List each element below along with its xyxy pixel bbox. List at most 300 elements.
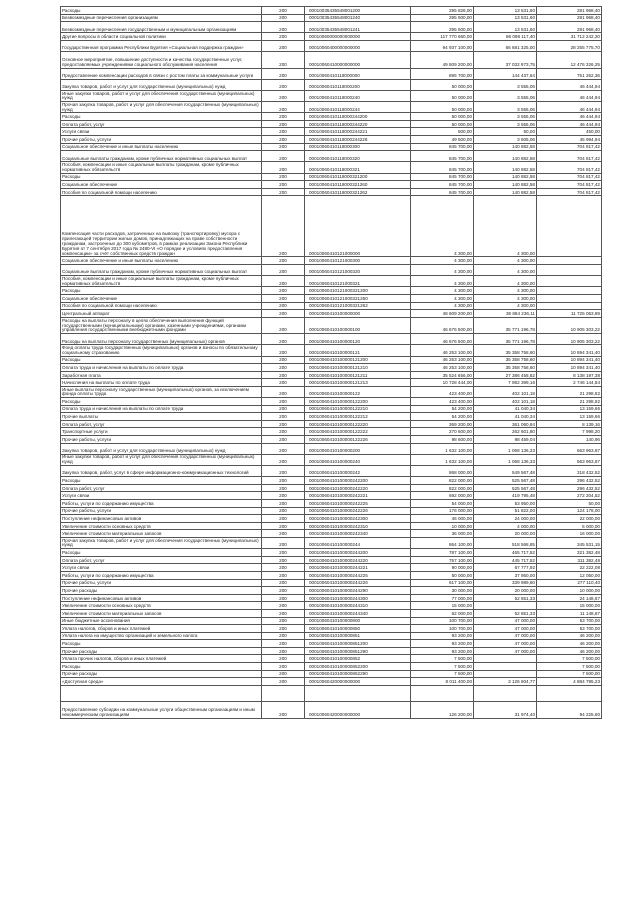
row-name: Государственная программа Республики Бурятия «Социальная поддержка граждан»	[61, 40, 262, 51]
row-remainder: 50,00	[537, 500, 602, 508]
row-name: Расходы	[61, 477, 262, 485]
row-kbk: 00010060410118000244220	[305, 120, 411, 128]
row-remainder: 24 148,67	[537, 594, 602, 602]
row-remainder: 13 159,66	[537, 413, 602, 421]
row-approved: 98 600,00	[411, 436, 474, 444]
row-name: Пособия, компенсации и иные социальные выплаты гражданам, кроме публичных нормативных обязательств	[61, 162, 262, 173]
row-remainder: 7 500,00	[537, 663, 602, 671]
row-executed: 47 000,00	[474, 625, 537, 633]
row-name: Оплата работ, услуг	[61, 484, 262, 492]
row-kbk: 00010060410100000852290	[305, 670, 411, 678]
row-code: 200	[262, 594, 305, 602]
row-remainder: 94 225,60	[537, 702, 602, 718]
row-executed: 525 567,48	[474, 477, 537, 485]
row-approved: 4 300,00	[411, 287, 474, 295]
table-row	[61, 294, 602, 302]
row-remainder: 46 444,94	[537, 113, 602, 121]
row-executed: 525 567,48	[474, 484, 537, 492]
row-kbk: 00010060410100000121	[305, 345, 411, 356]
row-name	[61, 685, 262, 701]
row-name: Прочие выплаты	[61, 413, 262, 421]
row-kbk: 00010060410100000122210	[305, 405, 411, 413]
row-name: Прочие расходы	[61, 587, 262, 595]
row-name: Расходы	[61, 356, 262, 364]
row-executed: 7 982 399,16	[474, 379, 537, 387]
row-approved: 50 000,00	[411, 120, 474, 128]
row-executed: 140 882,58	[474, 143, 537, 151]
row-code	[262, 685, 305, 701]
row-name: Социальные выплаты гражданам, кроме публичных нормативных социальных выплат	[61, 151, 262, 162]
row-executed: 41 040,34	[474, 405, 537, 413]
row-executed: 66 681 325,00	[474, 40, 537, 51]
row-remainder	[537, 265, 602, 276]
row-executed	[474, 685, 537, 701]
row-approved: 845 700,00	[411, 162, 474, 173]
row-kbk: 00010060410100000244310	[305, 602, 411, 610]
row-kbk: 00010060410100000000	[305, 310, 411, 318]
row-name: Услуги связи	[61, 492, 262, 500]
row-approved: 54 200,00	[411, 405, 474, 413]
row-kbk: 00010060410100000244225	[305, 571, 411, 579]
row-executed: 4 300,00	[474, 302, 537, 310]
row-name: Пособия по социальной помощи населению	[61, 302, 262, 310]
row-approved: 93 200,00	[411, 632, 474, 640]
row-remainder: 704 817,42	[537, 173, 602, 181]
row-approved: 54 000,00	[411, 500, 474, 508]
row-code: 200	[262, 398, 305, 406]
row-code: 200	[262, 522, 305, 530]
row-approved: 126 200,00	[411, 702, 474, 718]
table-row	[61, 617, 602, 625]
row-kbk: 00010060410100000242	[305, 466, 411, 477]
row-approved: 500,00	[411, 128, 474, 136]
budget-report-page	[60, 6, 600, 719]
table-row	[61, 356, 602, 364]
row-kbk: 00010060410100000244200	[305, 549, 411, 557]
row-approved: 822 000,00	[411, 477, 474, 485]
row-executed: 47 000,00	[474, 617, 537, 625]
row-name: Увеличение стоимости основных средств	[61, 522, 262, 530]
row-approved: 1 632 100,00	[411, 454, 474, 465]
table-row	[61, 484, 602, 492]
row-kbk: 00010060410118000321200	[305, 173, 411, 181]
row-kbk: 00010060410100000244300	[305, 594, 411, 602]
row-remainder: 46 444,94	[537, 102, 602, 113]
row-approved: 4 300,00	[411, 265, 474, 276]
row-remainder: 10 894 341,40	[537, 356, 602, 364]
row-code: 200	[262, 162, 305, 173]
row-executed: 37 032 973,75	[474, 52, 537, 68]
row-approved: 36 000,00	[411, 530, 474, 538]
row-code: 200	[262, 143, 305, 151]
row-name: Расходы	[61, 113, 262, 121]
row-kbk: 00010060410100000851290	[305, 647, 411, 655]
row-code: 200	[262, 364, 305, 372]
row-name: Социальное обеспечение	[61, 181, 262, 189]
row-code: 200	[262, 287, 305, 295]
table-row	[61, 492, 602, 500]
row-name: Компенсация части расходов, затраченных на вывозку (транспортировку) мусора с прилегающей территории жилых домов, принадлежащих на праве собственности гражданам, застроенных до 300 кубометров, в рамках реализации Закона Республики Бурятия от 7 сентября 2017 года № 2480-VI «О порядке и условиях предоставления компенсации» за счёт собственных средств граждан	[61, 196, 262, 257]
row-code: 200	[262, 90, 305, 101]
row-name: Расходы	[61, 7, 262, 15]
row-approved: 845 700,00	[411, 181, 474, 189]
row-code: 200	[262, 507, 305, 515]
row-kbk: 00010060410100000122200	[305, 398, 411, 406]
row-name: Оплата работ, услуг	[61, 556, 262, 564]
row-kbk: 00010060410100000852200	[305, 663, 411, 671]
table-row	[61, 549, 602, 557]
row-name: Центральный аппарат	[61, 310, 262, 318]
row-remainder: 296 432,52	[537, 484, 602, 492]
row-code: 200	[262, 371, 305, 379]
row-remainder: 7 500,00	[537, 670, 602, 678]
row-code: 200	[262, 640, 305, 648]
row-remainder: 22 000,00	[537, 515, 602, 523]
table-row	[61, 522, 602, 530]
table-row	[61, 537, 602, 548]
row-executed: 52 851,33	[474, 594, 537, 602]
row-executed: 4 300,00	[474, 265, 537, 276]
row-approved: 50 000,00	[411, 102, 474, 113]
row-kbk: 00010060410118000300	[305, 143, 411, 151]
row-code: 200	[262, 556, 305, 564]
row-executed: 86 098 117,40	[474, 33, 537, 41]
row-name: Расходы	[61, 663, 262, 671]
row-executed: 52 851,33	[474, 609, 537, 617]
row-name: Оплата работ, услуг	[61, 120, 262, 128]
row-executed: 53 950,00	[474, 500, 537, 508]
row-code: 200	[262, 678, 305, 686]
row-approved: 4 300,00	[411, 294, 474, 302]
table-row	[61, 7, 602, 15]
row-code: 200	[262, 173, 305, 181]
table-row	[61, 413, 602, 421]
row-executed: 3 505,06	[474, 136, 537, 144]
table-row	[61, 466, 602, 477]
row-name: Оплата труда и начисления на выплаты по оплате труда	[61, 405, 262, 413]
row-code: 200	[262, 120, 305, 128]
budget-execution-table	[60, 6, 602, 719]
row-approved: 35 524 656,00	[411, 371, 474, 379]
row-remainder: 21 298,82	[537, 398, 602, 406]
row-remainder: 10 894 341,40	[537, 364, 602, 372]
row-name: Увеличение стоимости материальных запасов	[61, 609, 262, 617]
row-kbk: 00010060410100000122212	[305, 413, 411, 421]
row-code: 200	[262, 428, 305, 436]
row-approved: 4 300,00	[411, 196, 474, 257]
row-approved: 46 253 100,00	[411, 356, 474, 364]
row-approved: 369 200,00	[411, 420, 474, 428]
table-row	[61, 68, 602, 79]
row-name: Работы, услуги по содержанию имущества	[61, 571, 262, 579]
row-remainder: 6 000,00	[537, 522, 602, 530]
row-approved: 4 300,00	[411, 276, 474, 287]
row-remainder: 12 050,00	[537, 571, 602, 579]
row-code: 200	[262, 413, 305, 421]
row-kbk: 00010060000000000000	[305, 33, 411, 41]
row-executed: 3 126 604,77	[474, 678, 537, 686]
row-code: 200	[262, 386, 305, 397]
row-code: 200	[262, 466, 305, 477]
row-remainder: 45 994,94	[537, 136, 602, 144]
row-approved: 7 500,00	[411, 655, 474, 663]
row-kbk: 00010060410100000244226	[305, 579, 411, 587]
row-kbk: 00010060410118000244200	[305, 113, 411, 121]
row-code: 200	[262, 102, 305, 113]
row-executed: 50,00	[474, 128, 537, 136]
table-row	[61, 556, 602, 564]
row-kbk: 00010060410100000122222	[305, 428, 411, 436]
row-code: 200	[262, 302, 305, 310]
row-name: Поступление нефинансовых активов	[61, 594, 262, 602]
table-row	[61, 632, 602, 640]
table-row	[61, 571, 602, 579]
row-kbk: 00010060410100000244	[305, 537, 411, 548]
row-code: 200	[262, 647, 305, 655]
row-name: Прочие расходы	[61, 647, 262, 655]
row-name: Транспортные услуги	[61, 428, 262, 436]
row-executed: 41 040,34	[474, 413, 537, 421]
row-kbk: 00010060410100000122220	[305, 420, 411, 428]
row-code: 200	[262, 702, 305, 718]
row-executed: 35 358 758,60	[474, 356, 537, 364]
table-row	[61, 128, 602, 136]
row-remainder	[537, 196, 602, 257]
row-approved: 48 609 200,00	[411, 310, 474, 318]
table-row	[61, 530, 602, 538]
row-code: 200	[262, 609, 305, 617]
row-approved: 692 000,00	[411, 492, 474, 500]
row-remainder: 563 963,67	[537, 443, 602, 454]
row-name: Социальное обеспечение и иные выплаты населению	[61, 143, 262, 151]
row-name: Расходы на выплаты персоналу в целях обеспечения выполнения функций государственными (муниципальными) органами, казенными учреждениями, органами управления государственными внебюджетными фондами	[61, 317, 262, 333]
row-remainder: 46 444,94	[537, 120, 602, 128]
row-remainder: 281 968,40	[537, 7, 602, 15]
row-approved: 46 253 100,00	[411, 364, 474, 372]
row-code: 200	[262, 257, 305, 265]
row-kbk: 00010060410100000244221	[305, 564, 411, 572]
row-executed: 13 531,60	[474, 14, 537, 22]
row-remainder: 46 444,94	[537, 79, 602, 90]
table-row	[61, 302, 602, 310]
row-executed: 13 531,60	[474, 7, 537, 15]
table-row	[61, 79, 602, 90]
row-code: 200	[262, 40, 305, 51]
row-executed: 4 300,00	[474, 276, 537, 287]
row-executed	[474, 602, 537, 610]
row-code: 200	[262, 276, 305, 287]
row-kbk: 00010060400000000000	[305, 40, 411, 51]
row-kbk: 00010060410100000121200	[305, 356, 411, 364]
row-approved: 49 500,00	[411, 136, 474, 144]
row-code: 200	[262, 587, 305, 595]
row-name: «Доступная среда»	[61, 678, 262, 686]
table-row	[61, 420, 602, 428]
row-code: 200	[262, 7, 305, 15]
row-code: 200	[262, 113, 305, 121]
row-executed: 140 882,58	[474, 181, 537, 189]
row-approved: 868 000,00	[411, 466, 474, 477]
row-kbk: 00010060420000000000	[305, 678, 411, 686]
row-code: 200	[262, 579, 305, 587]
row-executed	[474, 670, 537, 678]
table-row	[61, 454, 602, 465]
row-remainder: 311 382,48	[537, 556, 602, 564]
table-row	[61, 22, 602, 33]
table-row	[61, 702, 602, 718]
row-executed: 361 060,84	[474, 420, 537, 428]
row-remainder: 11 725 063,89	[537, 310, 602, 318]
row-code: 200	[262, 22, 305, 33]
row-kbk: 00010060410100000852	[305, 655, 411, 663]
row-remainder: 563 963,67	[537, 454, 602, 465]
row-kbk: 00010060410100000850	[305, 625, 411, 633]
row-executed: 37 950,00	[474, 571, 537, 579]
row-kbk: 00010060410118000244226	[305, 136, 411, 144]
row-name: Прочая закупка товаров, работ и услуг для обеспечения государственных (муниципальных) нужд	[61, 102, 262, 113]
row-kbk: 00010060410100000240	[305, 454, 411, 465]
row-executed: 4 300,00	[474, 294, 537, 302]
row-approved: 54 200,00	[411, 413, 474, 421]
row-executed: 402 101,18	[474, 398, 537, 406]
row-remainder	[537, 294, 602, 302]
row-executed: 518 568,85	[474, 537, 537, 548]
row-kbk: 00010060410118000240	[305, 90, 411, 101]
row-kbk: 00010060410100000122	[305, 386, 411, 397]
row-executed: 549 567,48	[474, 466, 537, 477]
row-approved: 100 700,00	[411, 617, 474, 625]
row-kbk: 00010060410121000320	[305, 265, 411, 276]
row-approved: 46 000,00	[411, 515, 474, 523]
row-executed: 4 300,00	[474, 196, 537, 257]
row-approved: 50 000,00	[411, 90, 474, 101]
row-name: Пособия по социальной помощи населению	[61, 188, 262, 196]
table-row	[61, 162, 602, 173]
table-row	[61, 386, 602, 397]
row-code: 200	[262, 443, 305, 454]
row-kbk: 00010060410100000851	[305, 632, 411, 640]
table-row	[61, 398, 602, 406]
row-kbk: 00010060410100000120	[305, 334, 411, 345]
row-executed: 20 000,00	[474, 587, 537, 595]
table-row	[61, 443, 602, 454]
row-approved: 30 000,00	[411, 587, 474, 595]
row-approved: 94 937 100,00	[411, 40, 474, 51]
row-remainder: 8 139,16	[537, 420, 602, 428]
row-code: 200	[262, 356, 305, 364]
row-kbk: 00010060410118000244221	[305, 128, 411, 136]
row-code: 200	[262, 670, 305, 678]
row-code: 200	[262, 617, 305, 625]
table-row	[61, 113, 602, 121]
table-row	[61, 670, 602, 678]
row-name: Иные закупки товаров, работ и услуг для обеспечения государственных (муниципальных) нужд	[61, 454, 262, 465]
table-row	[61, 579, 602, 587]
row-code: 200	[262, 294, 305, 302]
row-code: 200	[262, 405, 305, 413]
row-remainder: 10 905 303,22	[537, 334, 602, 345]
row-remainder: 15 000,00	[537, 602, 602, 610]
row-approved: 117 770 660,00	[411, 33, 474, 41]
table-row	[61, 500, 602, 508]
table-row	[61, 515, 602, 523]
row-code: 200	[262, 196, 305, 257]
table-row	[61, 507, 602, 515]
row-approved: 822 000,00	[411, 484, 474, 492]
row-approved: 270 600,00	[411, 428, 474, 436]
row-code: 200	[262, 655, 305, 663]
row-code: 200	[262, 265, 305, 276]
row-executed: 98 459,04	[474, 436, 537, 444]
row-code: 200	[262, 420, 305, 428]
row-code: 200	[262, 379, 305, 387]
row-executed: 47 000,00	[474, 640, 537, 648]
row-remainder: 46 200,00	[537, 632, 602, 640]
row-executed: 3 555,06	[474, 90, 537, 101]
row-kbk: 00010060410100000100	[305, 317, 411, 333]
row-name: Основное мероприятие, повышение доступности и качества государственных услуг, предоставляемых учреждениями социального обслуживания населения	[61, 52, 262, 68]
row-executed: 445 717,52	[474, 556, 537, 564]
row-remainder: 46 200,00	[537, 647, 602, 655]
row-kbk: 00010060410118000321262	[305, 188, 411, 196]
table-row	[61, 173, 602, 181]
row-executed: 31 974,40	[474, 702, 537, 718]
row-remainder: 272 204,52	[537, 492, 602, 500]
table-row	[61, 257, 602, 265]
row-code: 200	[262, 500, 305, 508]
table-row	[61, 52, 602, 68]
row-code: 200	[262, 33, 305, 41]
row-executed: 35 358 758,60	[474, 364, 537, 372]
row-code: 200	[262, 625, 305, 633]
row-name: Социальные выплаты гражданам, кроме публичных нормативных социальных выплат	[61, 265, 262, 276]
table-row	[61, 609, 602, 617]
row-approved: 46 676 500,00	[411, 317, 474, 333]
row-executed: 27 386 458,62	[474, 371, 537, 379]
row-remainder: 124 178,00	[537, 507, 602, 515]
row-code: 200	[262, 317, 305, 333]
row-name: Расходы на выплаты персоналу государственных (муниципальных) органов	[61, 334, 262, 345]
row-kbk: 00010060410121000300	[305, 257, 411, 265]
row-code: 200	[262, 571, 305, 579]
row-executed: 402 101,18	[474, 386, 537, 397]
row-name: Прочие работы, услуги	[61, 507, 262, 515]
row-executed: 47 000,00	[474, 647, 537, 655]
row-kbk: 00010060410118000320	[305, 151, 411, 162]
table-row	[61, 188, 602, 196]
row-kbk: 00010060410118000200	[305, 79, 411, 90]
row-approved: 845 700,00	[411, 151, 474, 162]
table-row	[61, 594, 602, 602]
row-approved: 49 509 200,00	[411, 52, 474, 68]
row-remainder: 140,96	[537, 436, 602, 444]
row-remainder: 12 476 326,25	[537, 52, 602, 68]
row-name: Прочая закупка товаров, работ и услуг для обеспечения государственных (муниципальных) нужд	[61, 537, 262, 548]
row-approved: 50 000,00	[411, 113, 474, 121]
row-executed: 24 000,00	[474, 515, 537, 523]
row-remainder: 2 746 144,84	[537, 379, 602, 387]
row-name: Предоставление компенсации расходов в связи с ростом платы за коммунальные услуги	[61, 68, 262, 79]
row-name: Увеличение стоимости материальных запасов	[61, 530, 262, 538]
row-code: 200	[262, 334, 305, 345]
row-approved: 93 200,00	[411, 647, 474, 655]
row-kbk: 00010060410100000244220	[305, 556, 411, 564]
row-kbk: 00010060410121000321200	[305, 287, 411, 295]
row-executed: 140 882,58	[474, 173, 537, 181]
row-approved: 423 400,00	[411, 386, 474, 397]
row-code: 200	[262, 564, 305, 572]
row-kbk: 00010060410100000800	[305, 617, 411, 625]
